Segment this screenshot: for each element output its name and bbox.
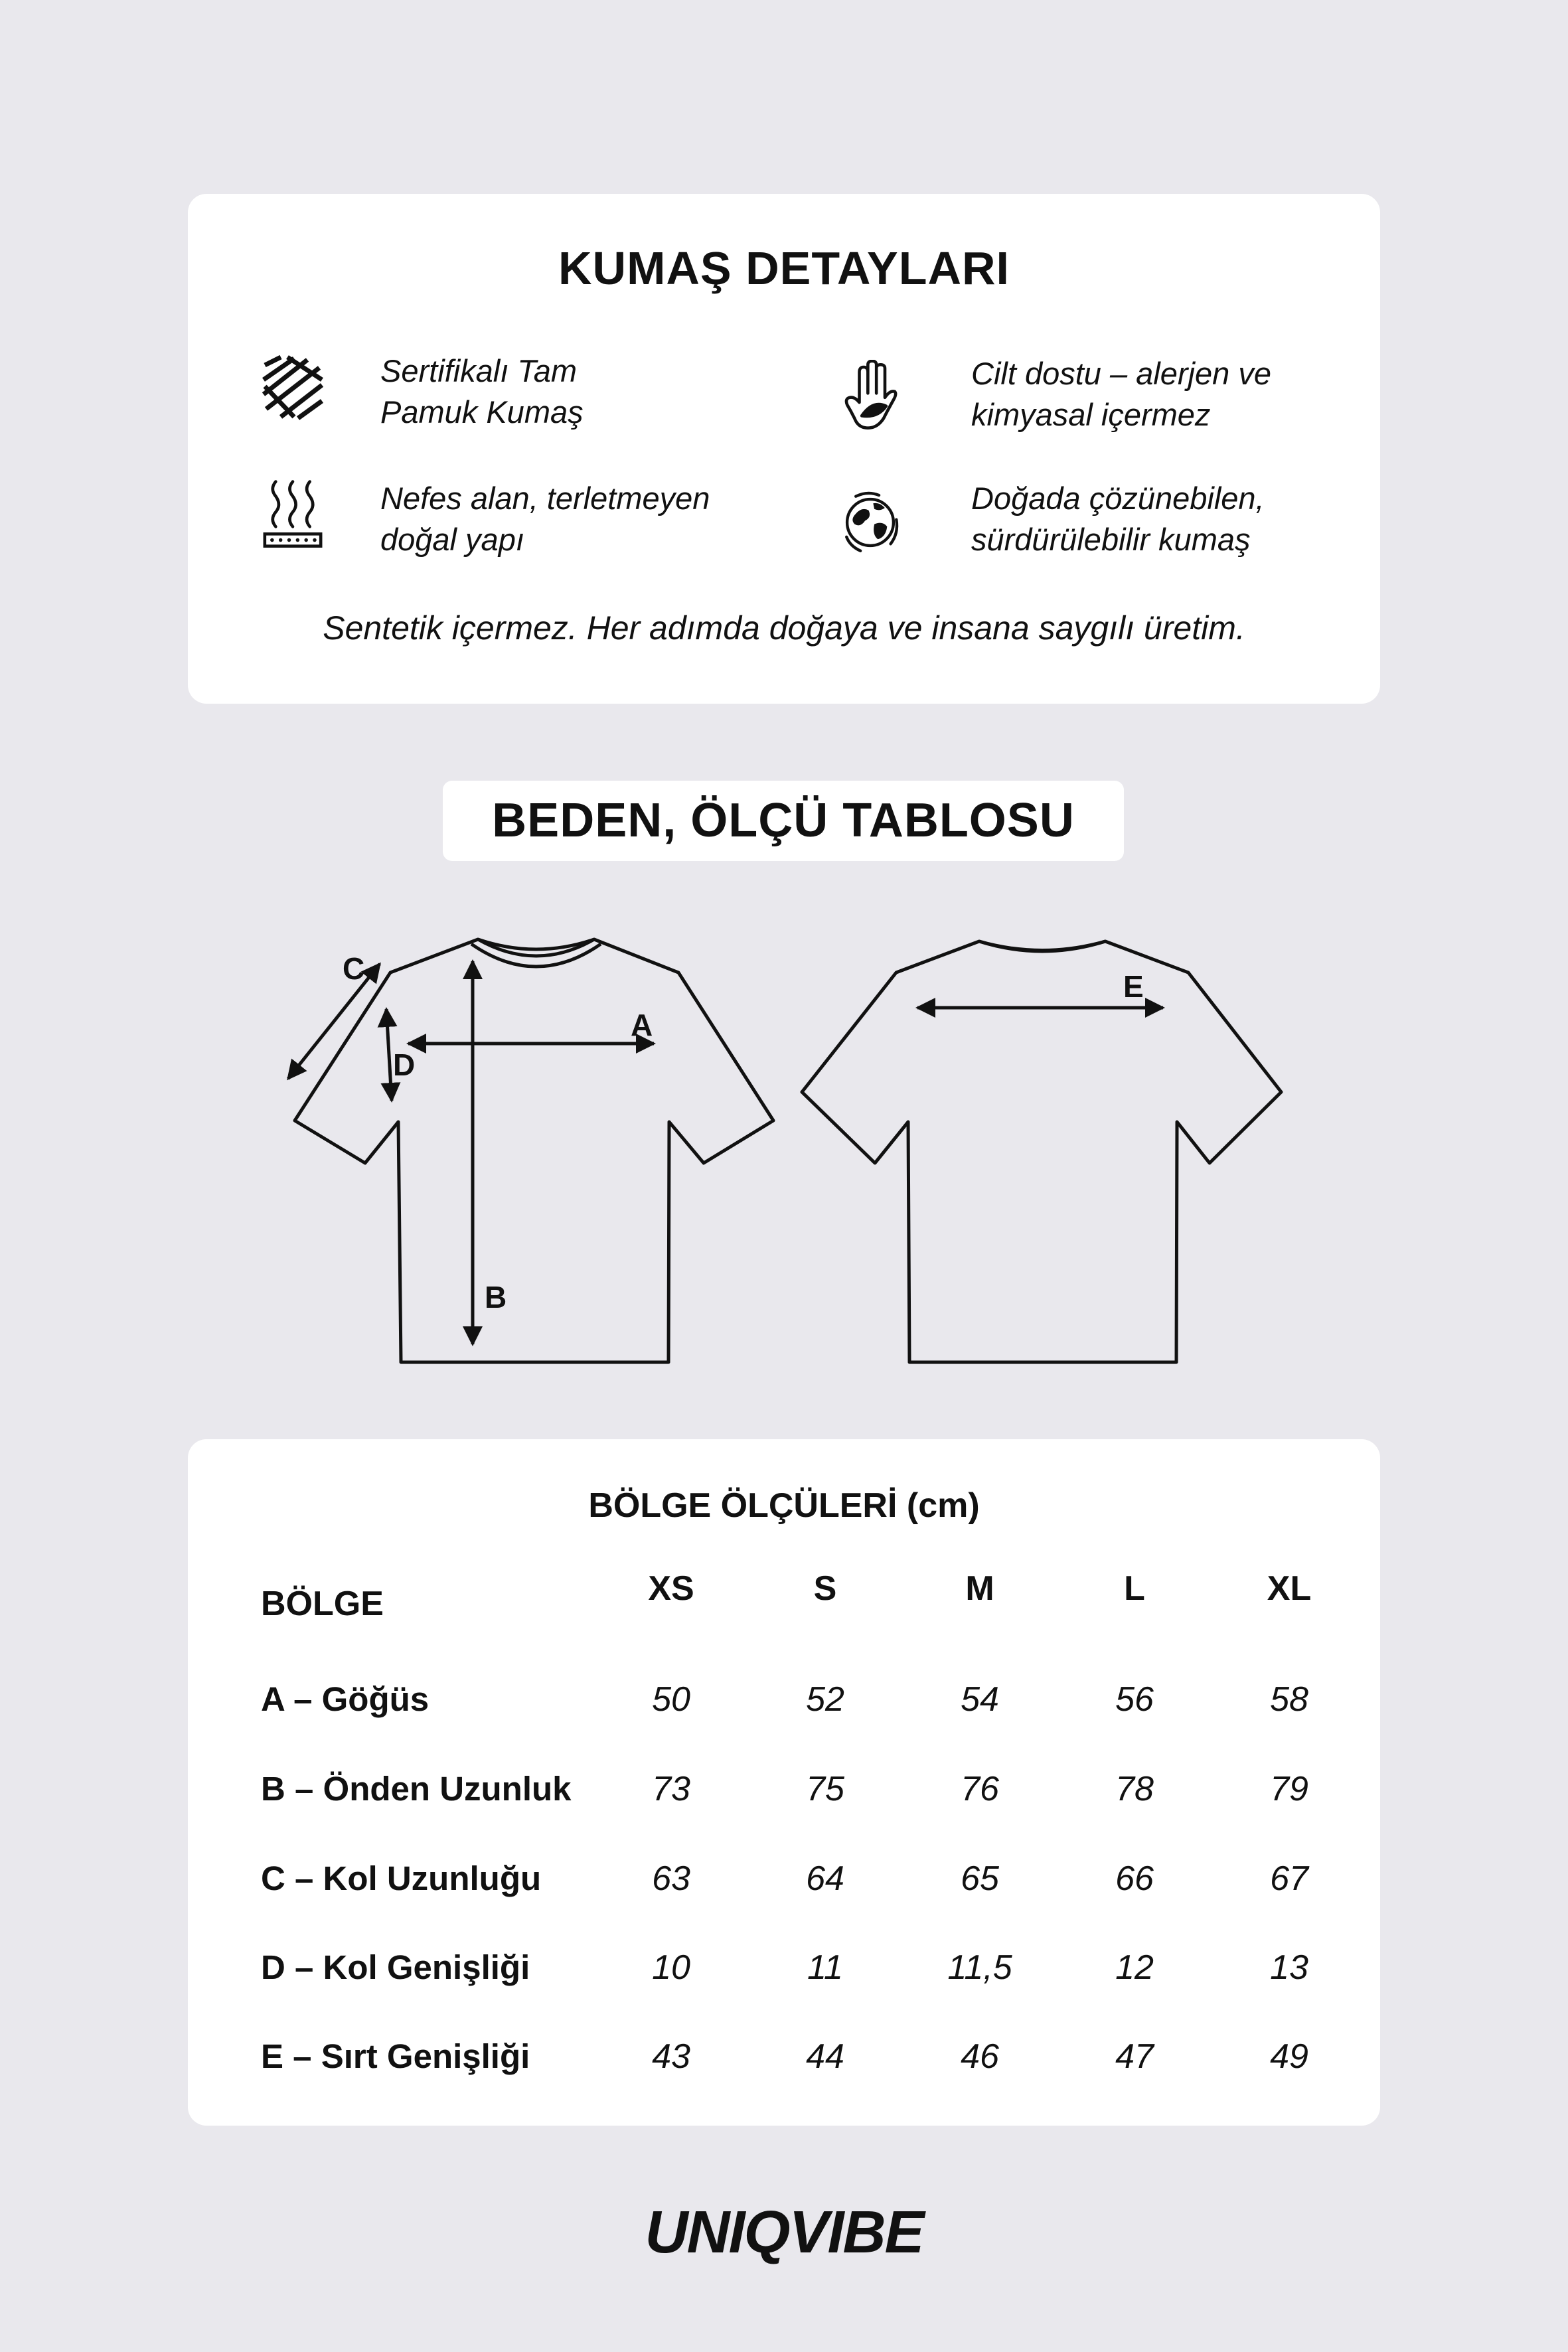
tshirt-diagram [0, 863, 1568, 1394]
table-cell: 78 [1115, 1770, 1154, 1808]
size-header-m: M [965, 1569, 994, 1608]
table-cell: 73 [652, 1770, 690, 1808]
table-row-label: E – Sırt Genişliği [261, 2037, 530, 2075]
table-caption: BÖLGE ÖLÇÜLERİ (cm) [588, 1486, 980, 1525]
table-row-label: B – Önden Uzunluk [261, 1770, 572, 1808]
table-cell: 11 [807, 1948, 843, 1987]
table-cell: 46 [961, 2037, 999, 2076]
table-row-label: C – Kol Uzunluğu [261, 1859, 542, 1897]
size-header-s: S [813, 1569, 837, 1608]
table-cell: 65 [961, 1859, 999, 1898]
feature-breathable-text: Nefes alan, terletmeyen doğal yapı [380, 481, 710, 557]
label-a: A [631, 1008, 653, 1042]
table-cell: 76 [961, 1770, 999, 1808]
table-cell: 12 [1115, 1948, 1154, 1987]
fabric-details-card [188, 194, 1380, 704]
table-cell: 66 [1115, 1859, 1154, 1898]
measure-d-line [386, 1009, 392, 1101]
table-cell: 58 [1270, 1680, 1308, 1719]
breathable-fabric-icon [261, 478, 325, 551]
table-cell: 75 [806, 1770, 844, 1808]
fabric-footer-note: Sentetik içermez. Her adımda doğaya ve insana saygılı üretim. [323, 609, 1245, 647]
table-cell: 10 [652, 1948, 690, 1987]
table-cell: 79 [1270, 1770, 1308, 1808]
table-cell: 11,5 [947, 1948, 1012, 1987]
recycle-globe-icon [838, 486, 902, 559]
table-cell: 63 [652, 1859, 690, 1898]
label-b: B [485, 1280, 507, 1314]
size-table-card [188, 1439, 1380, 2126]
fabric-title: KUMAŞ DETAYLARI [558, 242, 1010, 294]
hand-leaf-icon [838, 360, 902, 433]
back-tshirt [802, 941, 1281, 1362]
size-header-xs: XS [648, 1569, 694, 1608]
table-cell: 49 [1270, 2037, 1308, 2076]
table-cell: 47 [1115, 2037, 1154, 2076]
table-cell: 54 [961, 1680, 999, 1719]
table-row-label: D – Kol Genişliği [261, 1948, 530, 1986]
label-c: C [343, 951, 365, 986]
feature-sustainable-text: Doğada çözünebilen, sürdürülebilir kumaş [971, 481, 1265, 557]
size-header-l: L [1124, 1569, 1145, 1608]
label-d: D [393, 1048, 416, 1082]
table-cell: 64 [806, 1859, 844, 1898]
brand-logo: UNIQVIBE [645, 2199, 923, 2266]
table-cell: 52 [806, 1680, 844, 1719]
label-e: E [1123, 969, 1144, 1004]
table-cell: 44 [806, 2037, 844, 2076]
region-header: BÖLGE [261, 1585, 384, 1623]
table-cell: 50 [652, 1680, 690, 1719]
table-cell: 13 [1270, 1948, 1308, 1987]
table-cell: 43 [652, 2037, 690, 2076]
table-cell: 67 [1270, 1859, 1308, 1898]
yarn-ball-icon [261, 353, 325, 426]
feature-cotton-text: Sertifikalı Tam Pamuk Kumaş [380, 353, 584, 430]
feature-skin-friendly-text: Cilt dostu – alerjen ve kimyasal içermez [971, 356, 1271, 432]
table-row-label: A – Göğüs [261, 1680, 430, 1718]
size-guide-title: BEDEN, ÖLÇÜ TABLOSU [443, 781, 1124, 861]
size-header-xl: XL [1267, 1569, 1312, 1608]
table-cell: 56 [1115, 1680, 1154, 1719]
front-tshirt [295, 939, 773, 1362]
